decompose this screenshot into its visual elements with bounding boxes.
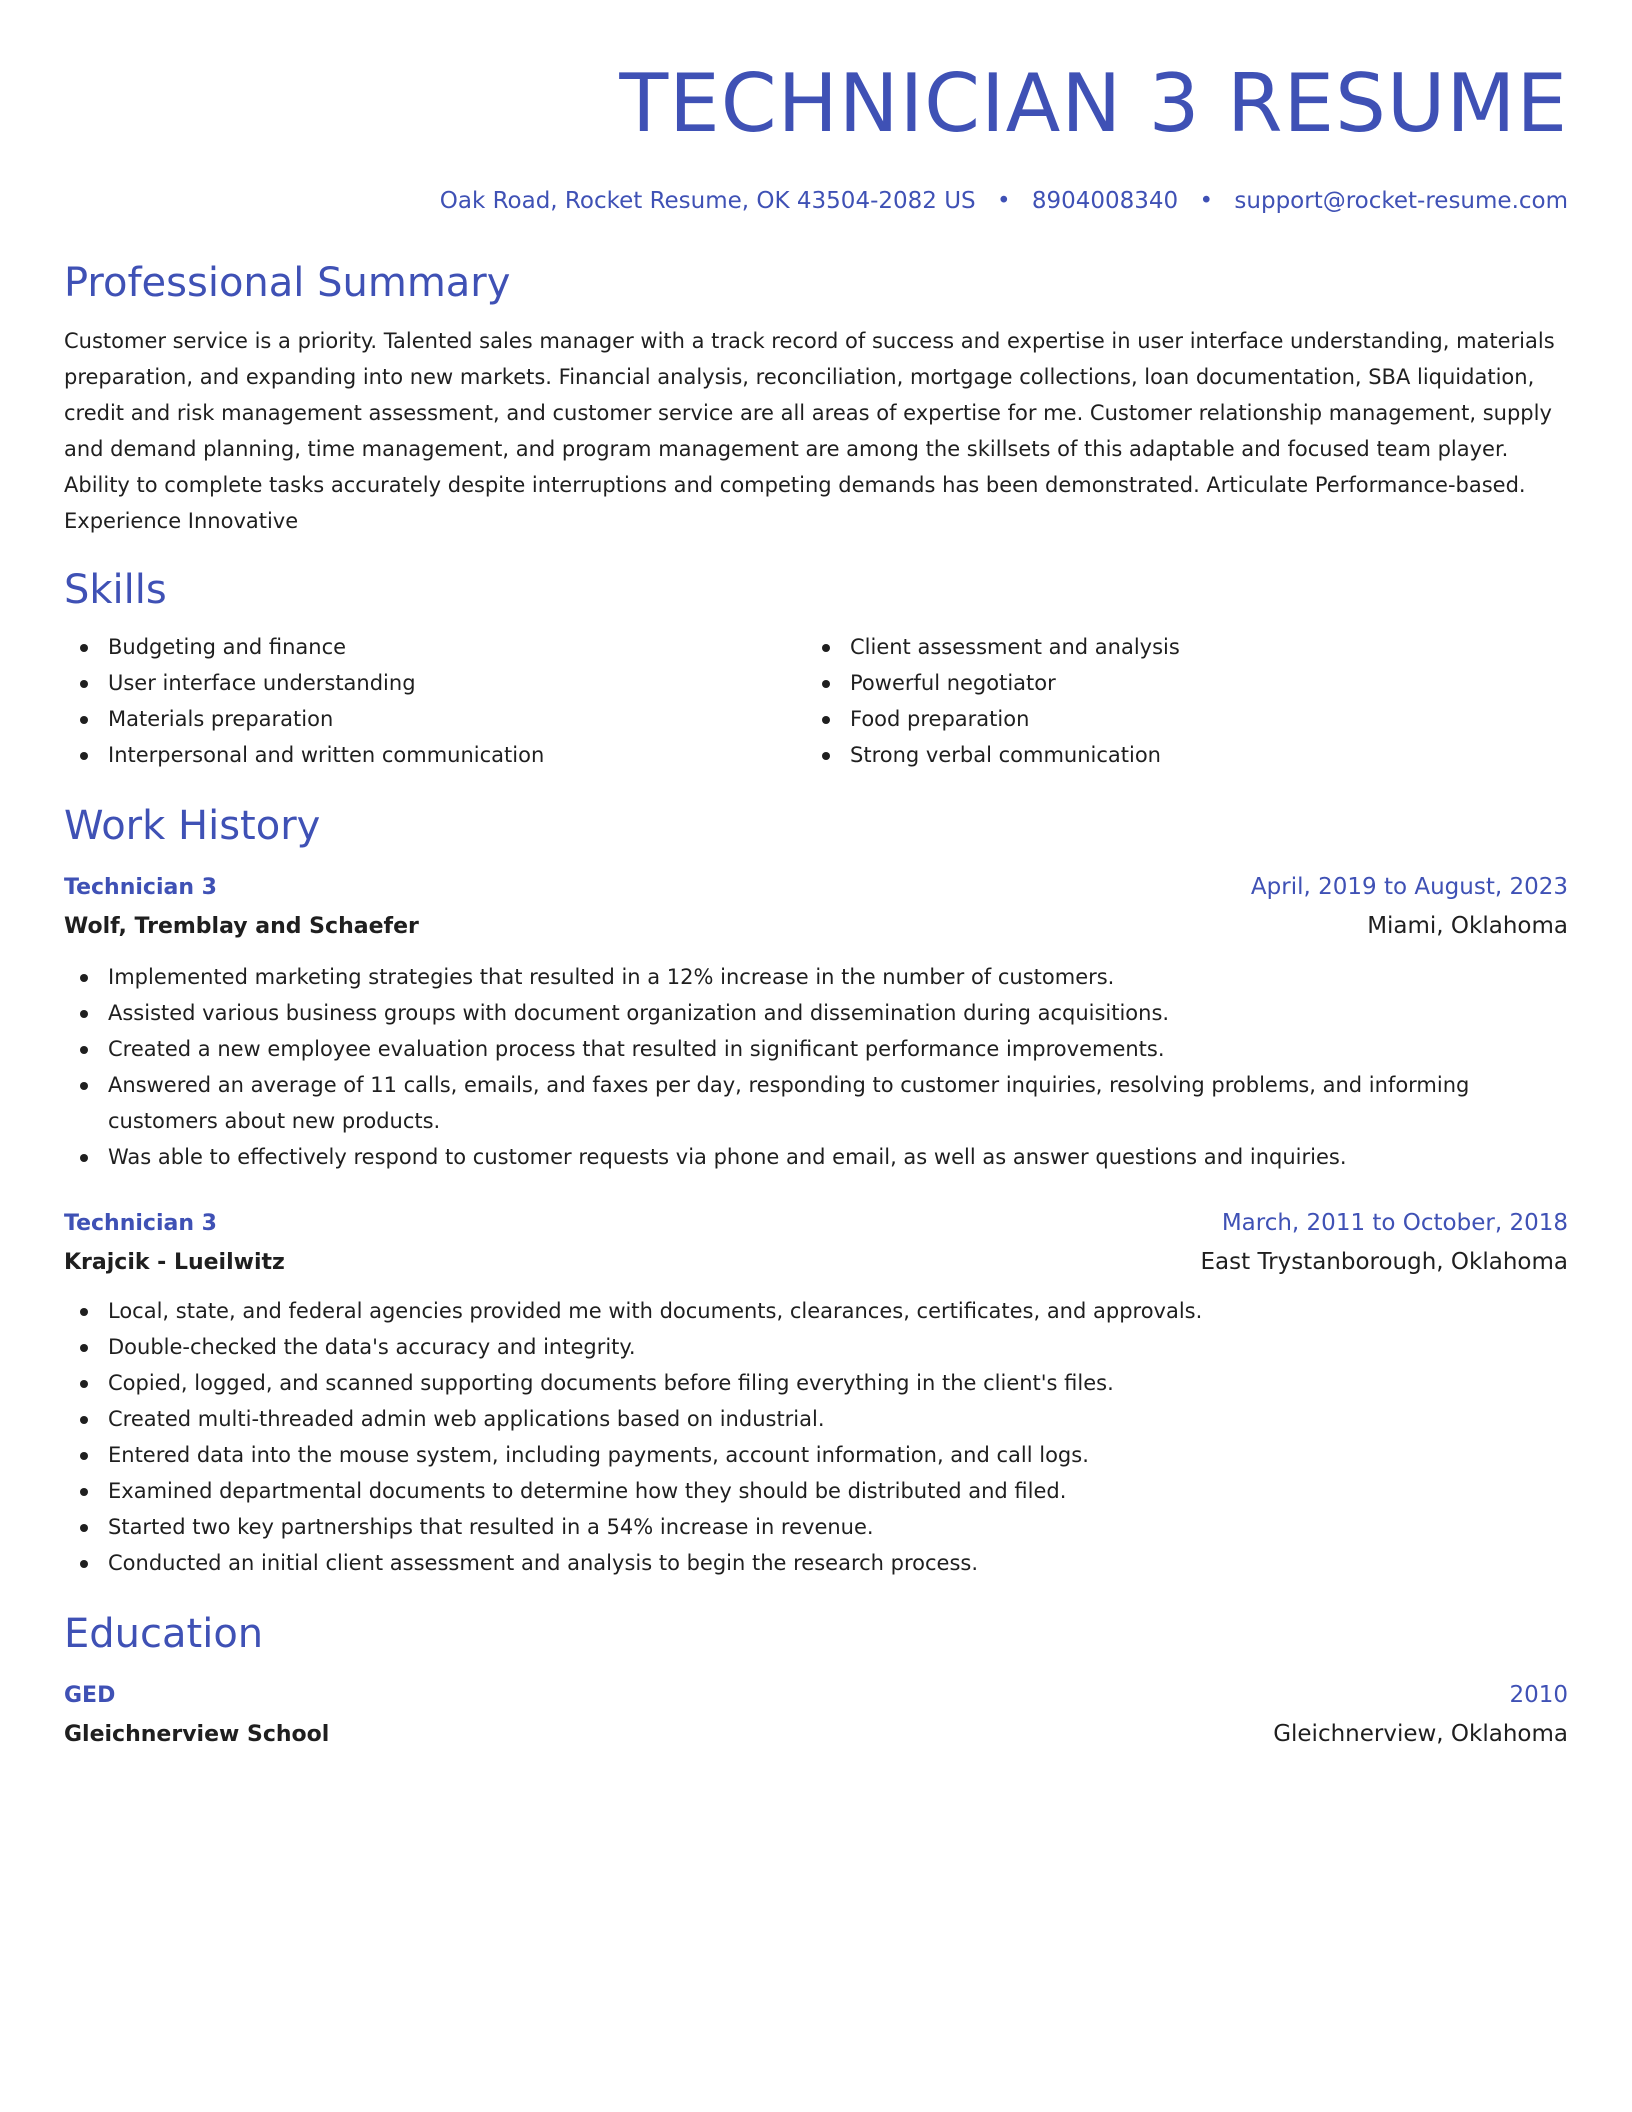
job-bullet: Copied, logged, and scanned supporting documents before filing everything in the client's files. bbox=[64, 1365, 1568, 1401]
job-entry bbox=[64, 869, 1568, 1175]
skill-item: User interface understanding bbox=[64, 665, 806, 701]
summary-heading: Professional Summary bbox=[64, 260, 511, 306]
education-header-row bbox=[64, 1677, 1568, 1714]
skill-item: Food preparation bbox=[806, 701, 1548, 737]
job-bullets bbox=[64, 959, 1568, 1175]
resume-page bbox=[64, 0, 1568, 1755]
job-bullet: Entered data into the mouse system, including payments, account information, and call logs. bbox=[64, 1437, 1568, 1473]
job-bullet: Double-checked the data's accuracy and integrity. bbox=[64, 1329, 1568, 1365]
job-bullet: Created multi-threaded admin web applications based on industrial. bbox=[64, 1401, 1568, 1437]
contact-phone: 8904008340 bbox=[1031, 188, 1179, 214]
work-history-heading: Work History bbox=[64, 803, 321, 849]
contact-line bbox=[64, 184, 1568, 218]
job-bullets bbox=[64, 1293, 1568, 1581]
skills-column-right bbox=[806, 629, 1548, 773]
job-bullet: Conducted an initial client assessment and analysis to begin the research process. bbox=[64, 1545, 1568, 1581]
education-heading: Education bbox=[64, 1611, 264, 1657]
skills-list bbox=[64, 629, 1568, 773]
job-location: East Trystanborough, Oklahoma bbox=[1200, 1249, 1568, 1275]
skill-item: Interpersonal and written communication bbox=[64, 737, 806, 773]
job-employer-row bbox=[64, 1242, 1568, 1283]
skills-heading: Skills bbox=[64, 567, 167, 613]
education-location: Gleichnerview, Oklahoma bbox=[1273, 1721, 1568, 1747]
skill-item: Client assessment and analysis bbox=[806, 629, 1548, 665]
job-employer: Wolf, Tremblay and Schaefer bbox=[64, 914, 419, 939]
skill-item: Materials preparation bbox=[64, 701, 806, 737]
job-title: Technician 3 bbox=[64, 875, 217, 900]
job-bullet: Implemented marketing strategies that resulted in a 12% increase in the number of customers. bbox=[64, 959, 1568, 995]
contact-separator: • bbox=[996, 188, 1011, 214]
job-bullet: Answered an average of 11 calls, emails, and faxes per day, responding to customer inquiries, resolving problems, and informing customers about new products. bbox=[64, 1067, 1568, 1139]
job-bullet: Started two key partnerships that resulted in a 54% increase in revenue. bbox=[64, 1509, 1568, 1545]
job-bullet: Was able to effectively respond to customer requests via phone and email, as well as answer questions and inquiries. bbox=[64, 1139, 1568, 1175]
job-header-row bbox=[64, 1205, 1568, 1242]
job-employer-row bbox=[64, 906, 1568, 947]
job-title: Technician 3 bbox=[64, 1211, 217, 1236]
resume-title: TECHNICIAN 3 RESUME bbox=[619, 57, 1568, 150]
job-dates: March, 2011 to October, 2018 bbox=[1221, 1210, 1568, 1236]
job-employer: Krajcik - Lueilwitz bbox=[64, 1250, 285, 1275]
skill-item: Budgeting and finance bbox=[64, 629, 806, 665]
contact-separator: • bbox=[1199, 188, 1214, 214]
summary-text: Customer service is a priority. Talented sales manager with a track record of success and expertise in user interface understanding, materials preparation, and expanding into new markets. Financial analysis, reconciliation, mortgage collections, loan documentation, SBA liquidation, credit and risk management assessment, and customer service are all areas of expertise for me. Customer relationship management, supply and demand planning, time management, and program management are among the skillsets of this adaptable and focused team player. Ability to complete tasks accurately despite interruptions and competing demands has been demonstrated. Articulate Performance-based. Experience Innovative bbox=[64, 329, 1555, 533]
contact-email: support@rocket-resume.com bbox=[1234, 188, 1568, 214]
education-year: 2010 bbox=[1509, 1682, 1568, 1708]
job-dates: April, 2019 to August, 2023 bbox=[1250, 874, 1568, 900]
job-location: Miami, Oklahoma bbox=[1367, 913, 1568, 939]
job-header-row bbox=[64, 869, 1568, 906]
contact-address: Oak Road, Rocket Resume, OK 43504-2082 US bbox=[439, 188, 976, 214]
job-bullet: Assisted various business groups with document organization and dissemination during acquisitions. bbox=[64, 995, 1568, 1031]
job-bullet: Created a new employee evaluation process that resulted in significant performance improvements. bbox=[64, 1031, 1568, 1067]
skill-item: Strong verbal communication bbox=[806, 737, 1548, 773]
education-degree: GED bbox=[64, 1683, 116, 1708]
job-bullet: Local, state, and federal agencies provided me with documents, clearances, certificates, and approvals. bbox=[64, 1293, 1568, 1329]
skills-column-left bbox=[64, 629, 806, 773]
job-entry bbox=[64, 1205, 1568, 1581]
job-bullet: Examined departmental documents to determine how they should be distributed and filed. bbox=[64, 1473, 1568, 1509]
education-school-row bbox=[64, 1714, 1568, 1755]
skill-item: Powerful negotiator bbox=[806, 665, 1548, 701]
education-school: Gleichnerview School bbox=[64, 1722, 330, 1747]
education-entry bbox=[64, 1677, 1568, 1755]
